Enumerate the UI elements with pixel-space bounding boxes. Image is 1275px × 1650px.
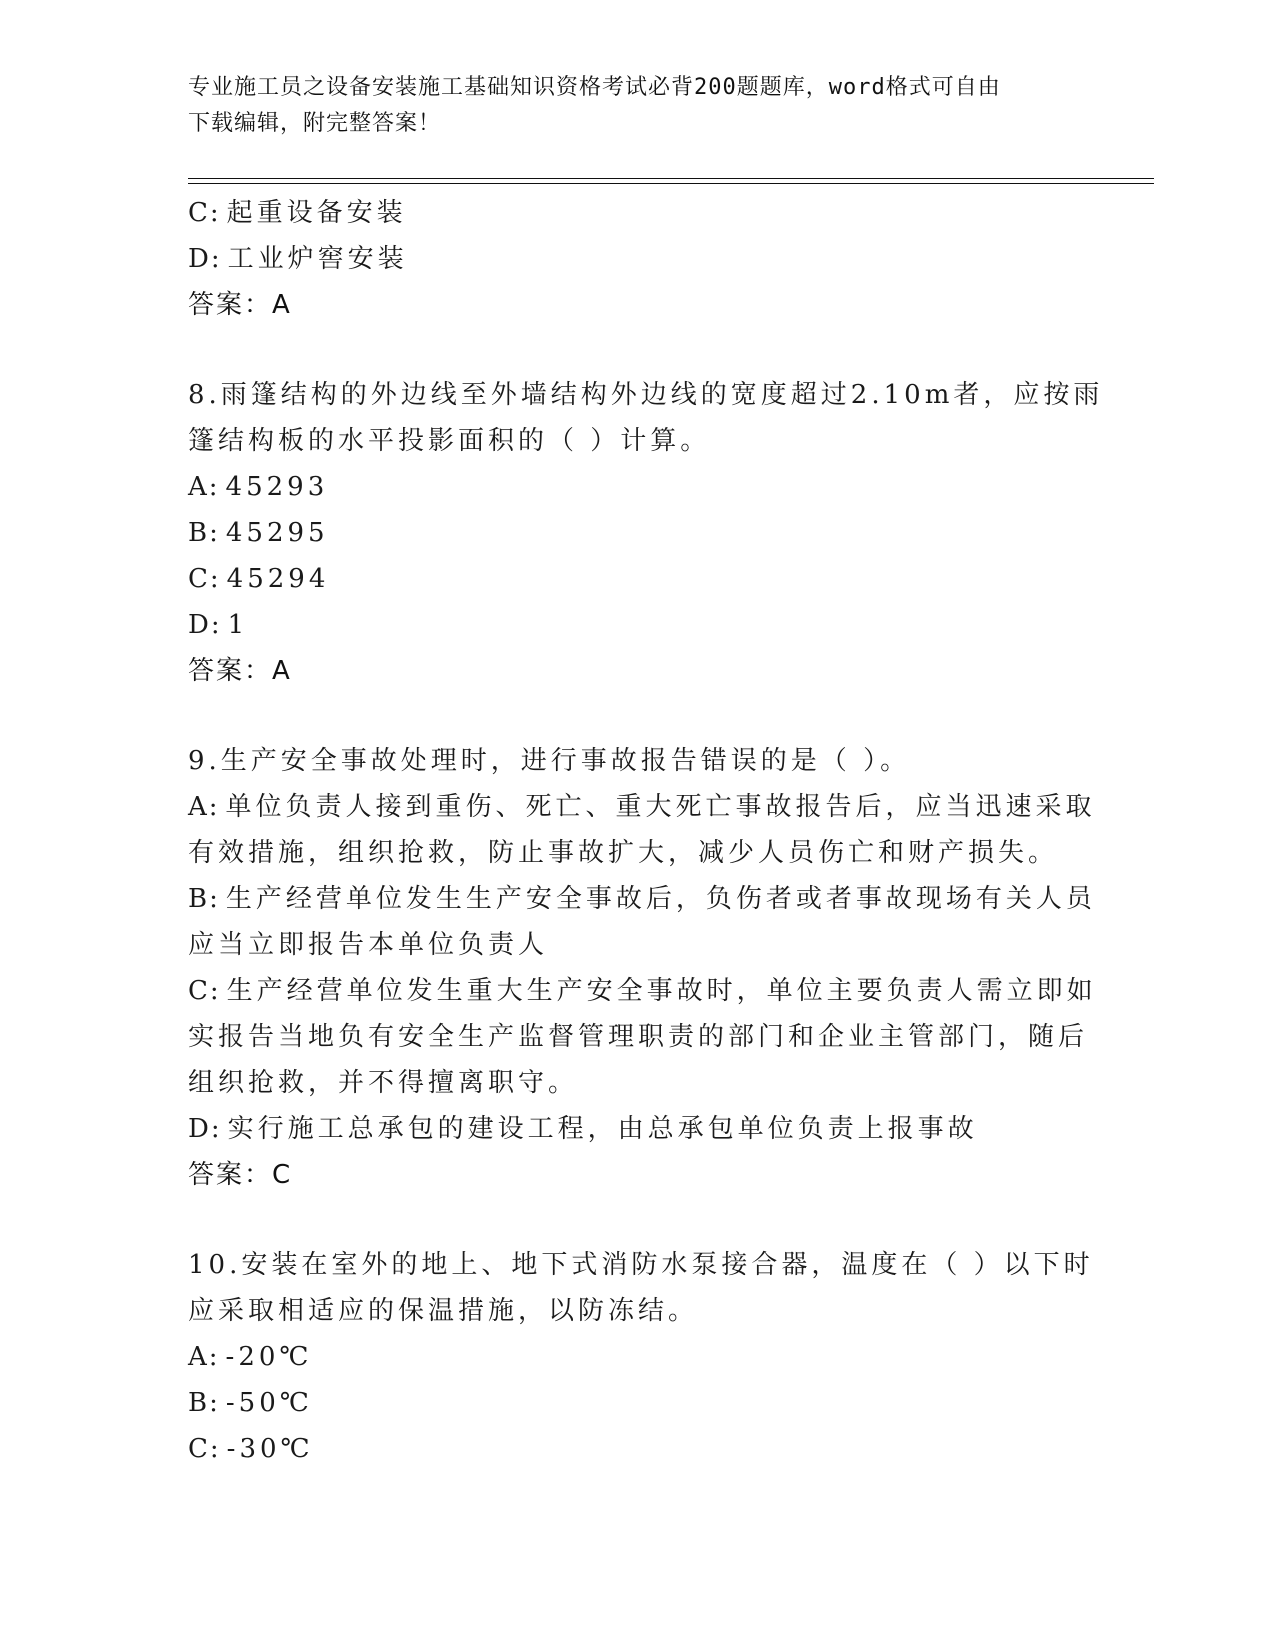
option-d: D: 工业炉窖安装: [188, 244, 408, 274]
question-text-line: 篷结构板的水平投影面积的（ ）计算。: [188, 426, 711, 456]
option-d: D: 1: [188, 610, 249, 640]
document-header: [188, 70, 1088, 142]
option-b: B: 生产经营单位发生生产安全事故后，负伤者或者事故现场有关人员: [188, 884, 1096, 914]
answer-line: 答案：A: [188, 290, 292, 320]
option-c: C: 生产经营单位发生重大生产安全事故时，单位主要负责人需立即如: [188, 976, 1097, 1006]
question-text-line: 8.雨篷结构的外边线至外墙结构外边线的宽度超过2.10m者，应按雨: [188, 380, 1104, 410]
option-d: D: 实行施工总承包的建设工程，由总承包单位负责上报事故: [188, 1114, 978, 1144]
option-c: C: 起重设备安装: [188, 198, 407, 228]
question-text-line: 10.安装在室外的地上、地下式消防水泵接合器，温度在（ ）以下时: [188, 1250, 1094, 1280]
question-10: [188, 1242, 1094, 1472]
option-a: A: 45293: [188, 472, 329, 502]
option-a-continued: 有效措施，组织抢救，防止事故扩大，减少人员伤亡和财产损失。: [188, 838, 1059, 868]
answer-line: 答案：A: [188, 656, 292, 686]
option-b: B: -50℃: [188, 1388, 313, 1418]
option-a: A: 单位负责人接到重伤、死亡、重大死亡事故报告后，应当迅速采取: [188, 792, 1096, 822]
option-c-continued: 实报告当地负有安全生产监督管理职责的部门和企业主管部门，随后: [188, 1022, 1089, 1052]
prev-question-block: [188, 190, 1088, 328]
question-text-line: 应采取相适应的保温措施，以防冻结。: [188, 1296, 699, 1326]
question-9: [188, 738, 1097, 1198]
option-b-continued: 应当立即报告本单位负责人: [188, 930, 549, 960]
option-c: C: 45294: [188, 564, 330, 594]
answer-line: 答案：C: [188, 1160, 293, 1190]
question-8: [188, 372, 1104, 694]
header-line-2: 下载编辑，附完整答案！: [188, 111, 442, 136]
option-c: C: -30℃: [188, 1434, 314, 1464]
option-c-continued: 组织抢救，并不得擅离职守。: [188, 1068, 579, 1098]
header-rule-bottom: [188, 183, 1154, 184]
option-a: A: -20℃: [188, 1342, 313, 1372]
header-line-1: 专业施工员之设备安装施工基础知识资格考试必背200题题库，word格式可自由: [188, 75, 1001, 100]
question-text-line: 9.生产安全事故处理时，进行事故报告错误的是（ ）。: [188, 746, 911, 776]
option-b: B: 45295: [188, 518, 329, 548]
document-body: [188, 190, 1104, 1472]
header-rule-top: [188, 178, 1154, 179]
